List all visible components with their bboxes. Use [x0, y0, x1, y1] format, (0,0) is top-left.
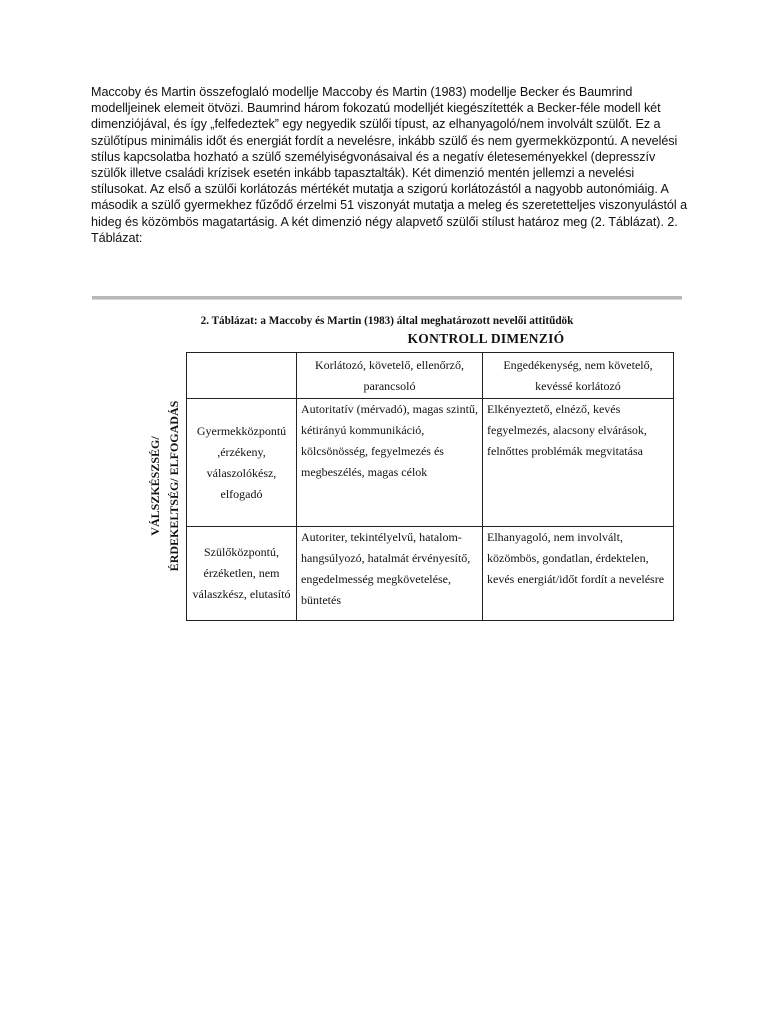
row-dimension-label — [140, 352, 190, 620]
cell-authoritarian: Autoriter, tekintélyelvű, hatalom-hangsúlyozó, hatalmát érvényesítő, engedelmesség megkövetelése, büntetés — [297, 527, 483, 621]
cell-indulgent: Elkényeztető, elnéző, kevés fegyelmezés, alacsony elvárások, felnőttes problémák megvitatása — [483, 399, 674, 527]
col-header-permissive: Engedékenység, nem követelő, kevéssé korlátozó — [483, 353, 674, 399]
divider — [92, 296, 682, 300]
row-dimension-line-2: ÉRDEKELTSÉG/ ELFOGADÁS — [167, 400, 181, 572]
cell-authoritative: Autoritatív (mérvadó), magas szintű, kétirányú kommunikáció, kölcsönösség, fegyelmezés és megbeszélés, magas célok — [297, 399, 483, 527]
table-title: 2. Táblázat: a Maccoby és Martin (1983) által meghatározott nevelői attitűdök — [200, 315, 574, 327]
cell-neglectful: Elhanyagoló, nem involvált, közömbös, gondatlan, érdektelen, kevés energiát/időt fordít a nevelésre — [483, 527, 674, 621]
row-dimension-line-1: VÁLSZKÉSZSÉG/ — [148, 436, 162, 536]
row-header-parent-centered: Szülőközpontú, érzéketlen, nem válaszkész, elutasító — [187, 527, 297, 621]
column-dimension-title: KONTROLL DIMENZIÓ — [407, 331, 565, 346]
col-header-restrictive: Korlátozó, követelő, ellenőrző, parancsoló — [297, 353, 483, 399]
parenting-styles-table — [186, 352, 674, 621]
row-header-child-centered: Gyermekközpontú ,érzékeny, válaszolókész, elfogadó — [187, 399, 297, 527]
table-row — [187, 527, 674, 621]
table-header-row — [187, 353, 674, 399]
empty-corner-cell — [187, 353, 297, 399]
body-paragraph: Maccoby és Martin összefoglaló modellje Maccoby és Martin (1983) modellje Becker és Baumrind modelljeinek elemeit ötvözi. Baumrind három fokozatú modelljét kiegészítették a Becker-féle modell két dimenziójával, és így „felfedeztek” egy negyedik szülői típust, az elhanyagoló/nem involvált szülőt. Ez a szülőtípus minimális időt és energiát fordít a nevelésre, inkább szülő és nem gyermekközpontú. A nevelési stílus kapcsolatba hozható a szülő személyiségvonásaival és a negatív életeseményekkel (depresszív szülők illetve családi krízisek esetén inkább tapasztalták). Két dimenzió mentén jellemzi a nevelési stílusokat. Az első a szülői korlátozás mértékét mutatja a szigorú korlátozástól a nagyobb autonómiáig. A második a szülő gyermekhez fűződő érzelmi 51 viszonyát mutatja a meleg és szeretetteljes viszonyulástól a hideg és közömbös magatartásig. A két dimenzió négy alapvető szülői stílust határoz meg (2. Táblázat). 2. Táblázat: — [91, 85, 688, 245]
table-row — [187, 399, 674, 527]
